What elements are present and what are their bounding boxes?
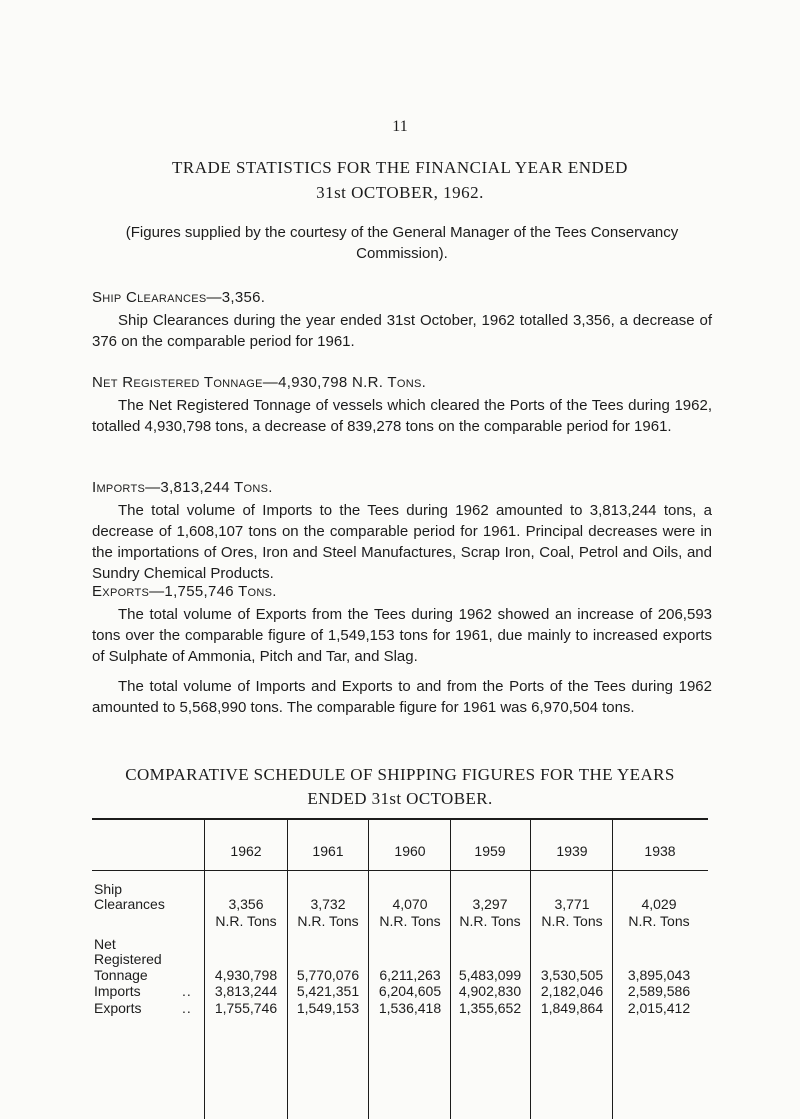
ship-clearance-value: 3,732 (310, 896, 346, 912)
year-header: 1961 (312, 843, 344, 859)
row-label-registered: Registered (94, 951, 162, 967)
year-header: 1959 (474, 843, 506, 859)
imports-value: 2,182,046 (540, 983, 604, 999)
exports-value: 1,549,153 (296, 1000, 360, 1016)
exports-value: 2,015,412 (627, 1000, 691, 1016)
unit-label: N.R. Tons (379, 913, 441, 929)
exports-value: 1,536,418 (378, 1000, 442, 1016)
page-title: TRADE STATISTICS FOR THE FINANCIAL YEAR ENDED (172, 158, 628, 177)
unit-label: N.R. Tons (215, 913, 277, 929)
row-label-imports (94, 984, 204, 999)
unit-label: N.R. Tons (459, 913, 521, 929)
exports-value: 1,849,864 (540, 1000, 604, 1016)
section-text: The total volume of Imports to the Tees during 1962 amounted to 3,813,244 tons, a decrease of 1,608,107 tons on the comparable period for 1961. Principal decreases were in the importations of Ores, Iron and Steel Manufactures, Scrap Iron, Coal, Petrol and Oils, and Sundry Chemical Products. (92, 502, 712, 582)
leader-dots: .. (182, 983, 192, 999)
section-exports (92, 581, 712, 667)
table-header-rule (92, 870, 708, 871)
section-heading: Imports—3,813,244 Tons. (92, 479, 273, 496)
summary-paragraph: The total volume of Imports and Exports to and from the Ports of the Tees during 1962 amounted to 5,568,990 tons. The comparable figure for 1961 was 6,970,504 tons. (92, 678, 712, 716)
net-tonnage-value: 6,211,263 (379, 967, 441, 983)
section-text: The total volume of Exports from the Tees during 1962 showed an increase of 206,593 tons over the comparable figure of 1,549,153 tons for 1961, due mainly to increased exports of Sulphate of Ammonia, Pitch and Tar, and Slag. (92, 606, 712, 665)
row-label-net: Net (94, 936, 116, 952)
row-label-ship: Ship (94, 881, 123, 897)
imports-value: 4,902,830 (458, 983, 522, 999)
imports-value: 3,813,244 (214, 983, 278, 999)
exports-label: Exports (94, 1000, 142, 1016)
section-heading: Ship Clearances—3,356. (92, 289, 266, 306)
exports-value: 1,755,746 (214, 1000, 278, 1016)
page-title-date: 31st OCTOBER, 1962. (316, 183, 484, 202)
schedule-title-line2: ENDED 31st OCTOBER. (307, 789, 493, 808)
ship-clearance-value: 3,356 (228, 896, 264, 912)
comparative-schedule-table (92, 818, 708, 1119)
section-text: The Net Registered Tonnage of vessels which cleared the Ports of the Tees during 1962, totalled 4,930,798 tons, a decrease of 839,278 tons on the comparable period for 1961. (92, 397, 712, 435)
row-label-clearances: Clearances (94, 896, 165, 912)
section-heading: Net Registered Tonnage—4,930,798 N.R. Tons. (92, 374, 427, 391)
table-top-rule (92, 818, 708, 820)
section-ship-clearances (92, 287, 712, 352)
ship-clearance-value: 4,070 (392, 896, 428, 912)
ship-clearance-value: 3,771 (554, 896, 590, 912)
unit-label: N.R. Tons (628, 913, 690, 929)
section-heading: Exports—1,755,746 Tons. (92, 583, 277, 600)
imports-value: 5,421,351 (296, 983, 360, 999)
imports-value: 2,589,586 (627, 983, 691, 999)
net-tonnage-value: 5,770,076 (296, 967, 360, 983)
net-tonnage-value: 3,895,043 (627, 967, 691, 983)
unit-label: N.R. Tons (297, 913, 359, 929)
page-number: 11 (392, 118, 408, 135)
exports-value: 1,355,652 (458, 1000, 522, 1016)
net-tonnage-value: 3,530,505 (540, 967, 604, 983)
ship-clearance-value: 3,297 (472, 896, 508, 912)
section-imports (92, 477, 712, 584)
net-tonnage-value: 4,930,798 (214, 967, 278, 983)
imports-value: 6,204,605 (378, 983, 442, 999)
section-net-tonnage (92, 372, 712, 437)
leader-dots: .. (182, 1000, 192, 1016)
year-header: 1960 (394, 843, 426, 859)
row-label-exports (94, 1001, 204, 1016)
net-tonnage-value: 5,483,099 (458, 967, 522, 983)
year-header: 1938 (644, 843, 676, 859)
ship-clearance-value: 4,029 (641, 896, 677, 912)
unit-label: N.R. Tons (541, 913, 603, 929)
year-header: 1939 (556, 843, 588, 859)
schedule-title: COMPARATIVE SCHEDULE OF SHIPPING FIGURES FOR THE YEARS (125, 765, 675, 784)
source-note: (Figures supplied by the courtesy of the General Manager of the Tees Conservancy Commission). (125, 224, 679, 262)
row-label-tonnage: Tonnage (94, 967, 148, 983)
section-text: Ship Clearances during the year ended 31st October, 1962 totalled 3,356, a decrease of 376 on the comparable period for 1961. (92, 312, 712, 350)
imports-label: Imports (94, 983, 141, 999)
year-header: 1962 (230, 843, 262, 859)
